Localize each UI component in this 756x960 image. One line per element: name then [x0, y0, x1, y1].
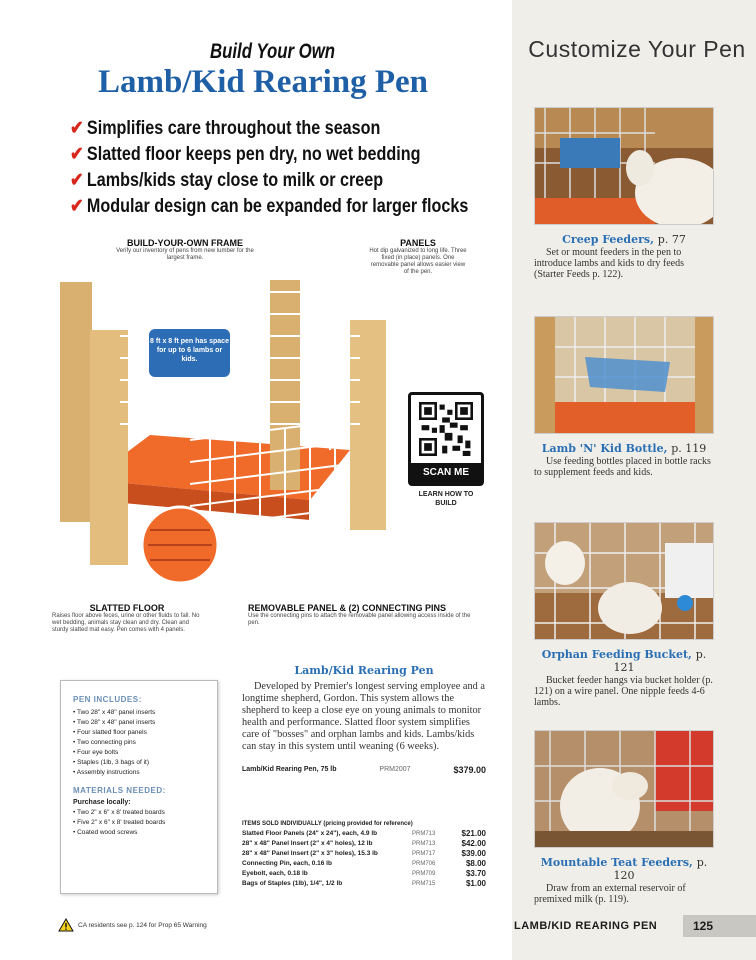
qr-caption: LEARN HOW TO BUILD [418, 491, 474, 507]
creep-feeder-photo [534, 107, 714, 225]
table-row[interactable]: 28" x 48" Panel Insert (2" x 3" holes), 15.3 lb PRM717 $39.00 [242, 849, 486, 858]
bottle-card [534, 316, 714, 478]
orphan-bucket-page: p. 121 [613, 648, 707, 674]
warning-icon [58, 918, 74, 932]
creep-feeder-page: p. 77 [657, 233, 686, 246]
panels-callout: PANELS Hot dip galvanized to long life. Three fixed (in place) panels. One removable panel allows easier view of the pen. [369, 238, 467, 275]
checkmark-icon: ✔ [70, 170, 84, 191]
list-item: • Four slatted floor panels [73, 728, 205, 738]
order-row[interactable]: Lamb/Kid Rearing Pen, 75 lb PRM2007 $379.00 [242, 765, 486, 775]
list-item: • Two 2" x 6" x 8' treated boards [73, 808, 205, 818]
checkmark-icon: ✔ [70, 144, 84, 165]
table-row[interactable]: Connecting Pin, each, 0.16 lb PRM706 $8.00 [242, 859, 486, 868]
list-item: • Five 2" x 6" x 8' treated boards [73, 818, 205, 828]
sidebar-title: Customize Your Pen [528, 36, 746, 62]
bottle-page: p. 119 [671, 442, 707, 455]
creep-feeder-title[interactable]: Creep Feeders, [562, 233, 654, 246]
table-row[interactable]: Bags of Staples (1lb), 1/4", 1/2 lb PRM715 $1.00 [242, 879, 486, 888]
section-title: LAMB/KID REARING PEN [514, 920, 658, 932]
list-item: • Coated wood screws [73, 828, 205, 838]
slatted-floor-callout: SLATTED FLOOR Raises floor above feces, urine or other fluids to fall. No wet bedding, animals stay clean and dry. Clean and sturdy slatted mat easy. Pen comes with 4 panels. [52, 603, 200, 633]
teat-feeder-text: Draw from an external reservoir of premixed milk (p. 119). [534, 883, 686, 905]
list-item: • Two 28" x 48" panel inserts [73, 708, 205, 718]
items-sold-table: ITEMS SOLD INDIVIDUALLY (pricing provided for reference) Slatted Floor Panels (24" x 24"), each, 4.9 lb PRM713 $21.00 28" x 48" Panel Insert (2" x 4" holes), 12 lb PRM713 $42.00 28" x 48" Panel Insert (2" x 3" holes), 15.3 lb PRM717 $39.00 Connecting Pin, each, 0.16 lb PRM706 $8.00 Eyebolt, each, 0.18 lb PRM709 $3.70 Bags of Staples (1lb), 1/4", 1/2 lb PRM715 $1.00 [242, 821, 486, 888]
product-description: Lamb/Kid Rearing Pen Developed by Premier's longest serving employee and a longtime shepherd, Gordon. This system allows the shepherd to keep a close eye on young animals to monitor health and performance. Slatted floor system simplifies care of "bosses" and orphan lambs and kids. Lambs/kids can stay in this system until weaning (6 weeks). Lamb/Kid Rearing Pen, 75 lb PRM2007 $379.00 [242, 664, 486, 775]
scan-me-label: SCAN ME [411, 463, 481, 483]
orphan-bucket-text: Bucket feeder hangs via bucket holder (p. 121) on a wire panel. One nipple feeds 4-6 lambs. [534, 675, 713, 708]
list-item: • Two connecting pins [73, 738, 205, 748]
checkmark-icon: ✔ [70, 118, 84, 139]
list-item: • Assembly instructions [73, 768, 205, 778]
page-title: Lamb/Kid Rearing Pen [98, 64, 429, 100]
page-number: 125 [683, 915, 756, 937]
benefit-item: ✔ Simplifies care throughout the season [70, 118, 381, 139]
removable-panel-callout: REMOVABLE PANEL & (2) CONNECTING PINS Use the connecting pins to attach the removable panel allowing access inside of the pen. [248, 603, 471, 626]
list-item: • Four eye bolts [73, 748, 205, 758]
teat-feeder-card [534, 730, 714, 905]
frame-callout: BUILD-YOUR-OWN FRAME Verify our inventory of pens from new lumber for the largest frame. [116, 238, 254, 261]
teat-feeder-title[interactable]: Mountable Teat Feeders, [540, 856, 693, 869]
orphan-bucket-card [534, 522, 714, 708]
table-row[interactable]: Eyebolt, each, 0.18 lb PRM709 $3.70 [242, 869, 486, 878]
capacity-badge: 8 ft x 8 ft pen has space for up to 6 lambs or kids. [147, 327, 232, 379]
includes-list [73, 708, 205, 778]
bottle-title[interactable]: Lamb 'N' Kid Bottle, [541, 442, 668, 455]
teat-feeder-page: p. 120 [613, 856, 708, 882]
pen-illustration [60, 270, 400, 600]
table-row[interactable]: 28" x 48" Panel Insert (2" x 4" holes), 12 lb PRM713 $42.00 [242, 839, 486, 848]
benefit-item: ✔ Modular design can be expanded for larger flocks [70, 196, 469, 217]
qr-code[interactable] [408, 392, 484, 486]
pen-includes-box: PEN INCLUDES: • Two 28" x 48" panel inserts • Two 28" x 48" panel inserts • Four slatted floor panels • Two connecting pins • Four eye bolts • Staples (1lb, 3 bags of it) • Assembly instructions MATERIALS NEEDED: Purchase locally: • Two 2" x 6" x 8' treated boards • Five 2" x 6" x 8' treated boards • Coated wood screws [60, 680, 218, 894]
list-item: • Staples (1lb, 3 bags of it) [73, 758, 205, 768]
bottle-photo [534, 316, 714, 434]
list-item: • Two 28" x 48" panel inserts [73, 718, 205, 728]
teat-feeder-photo [534, 730, 714, 848]
orphan-bucket-title[interactable]: Orphan Feeding Bucket, [541, 648, 692, 661]
creep-feeder-card [534, 107, 714, 280]
benefit-list [70, 116, 539, 220]
table-row[interactable]: Slatted Floor Panels (24" x 24"), each, 4.9 lb PRM713 $21.00 [242, 829, 486, 838]
materials-list [73, 808, 205, 838]
benefit-item: ✔ Slatted floor keeps pen dry, no wet bedding [70, 144, 421, 165]
kicker: Build Your Own [210, 40, 336, 63]
checkmark-icon: ✔ [70, 196, 84, 217]
qr-code-icon [419, 402, 473, 456]
benefit-item: ✔ Lambs/kids stay close to milk or creep [70, 170, 384, 191]
prop65-warning: CA residents see p. 124 for Prop 65 Warning [58, 918, 207, 932]
creep-feeder-text: Set or mount feeders in the pen to introduce lambs and kids to dry feeds (Starter Feeds p. 122). [534, 247, 684, 280]
bottle-text: Use feeding bottles placed in bottle racks to supplement feeds and kids. [534, 456, 711, 478]
orphan-bucket-photo [534, 522, 714, 640]
